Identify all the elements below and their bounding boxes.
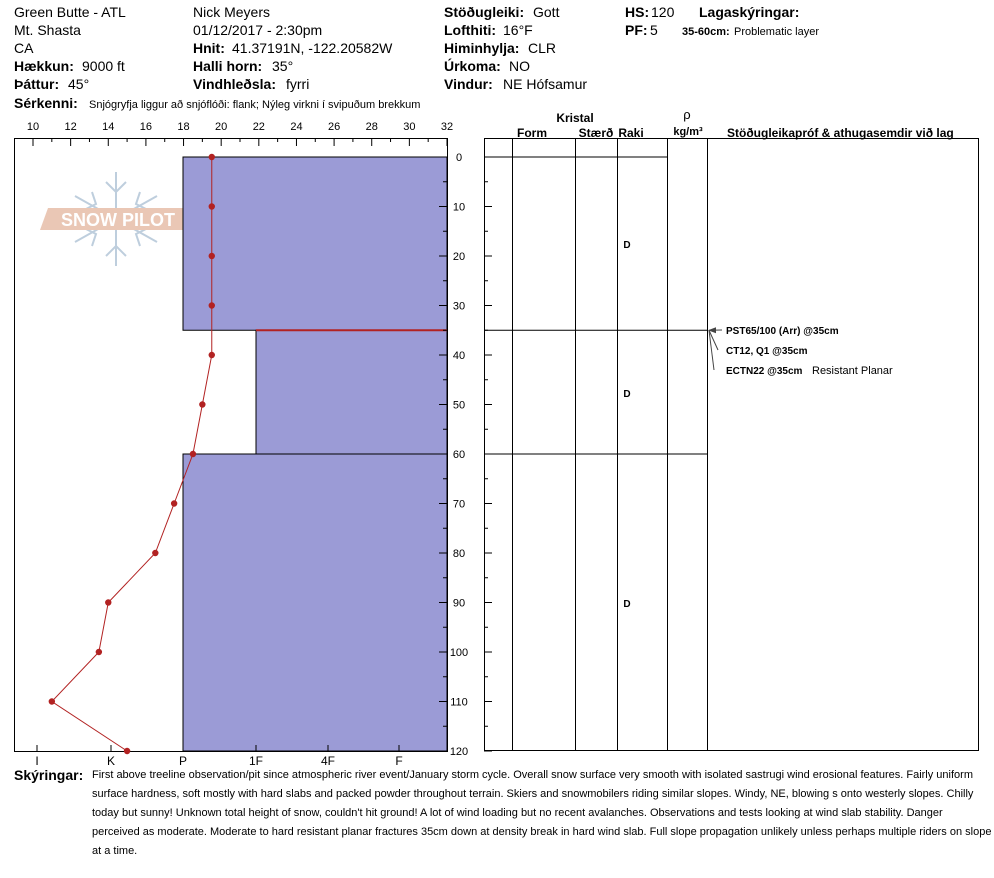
size-header: Stærð bbox=[578, 126, 614, 140]
temperature-point bbox=[124, 748, 130, 754]
precip-value: NO bbox=[509, 58, 530, 74]
depth-tick-label: 100 bbox=[449, 647, 469, 659]
wind-loading-label: Vindhleðsla: bbox=[193, 76, 276, 92]
elevation-label: Hækkun: bbox=[14, 58, 74, 74]
layer-moisture: D bbox=[623, 599, 631, 610]
features-label: Sérkenni: bbox=[14, 95, 78, 111]
temp-tick-label: 10 bbox=[26, 121, 40, 133]
temp-tick-label: 30 bbox=[403, 121, 416, 133]
temperature-point bbox=[152, 550, 158, 556]
logo-text: SNOW PILOT bbox=[61, 210, 175, 230]
temperature-point bbox=[105, 599, 111, 605]
depth-tick-label: 40 bbox=[452, 350, 466, 362]
features-value: Snjógryfja liggur að snjóflóði: flank; Nýleg virkni í svipuðum brekkum bbox=[89, 99, 421, 111]
pf-value: 5 bbox=[650, 22, 658, 38]
temperature-point bbox=[209, 203, 215, 209]
layer-note-range: 35-60cm: bbox=[682, 26, 730, 38]
coords-label: Hnit: bbox=[193, 40, 225, 56]
datetime: 01/12/2017 - 2:30pm bbox=[193, 22, 323, 38]
temp-tick-label: 20 bbox=[215, 121, 228, 133]
hardness-layer-2 bbox=[183, 454, 447, 751]
wind-loading-value: fyrri bbox=[286, 76, 310, 92]
layer-moisture: D bbox=[623, 389, 631, 400]
depth-tick-label: 60 bbox=[452, 449, 466, 461]
test-result: CT12, Q1 @35cm bbox=[726, 346, 808, 357]
temperature-point bbox=[96, 649, 102, 655]
stability-value: Gott bbox=[533, 4, 560, 20]
hardness-tick-label: I bbox=[35, 754, 39, 768]
layer-note-text: Problematic layer bbox=[734, 26, 819, 38]
aspect-value: 45° bbox=[68, 76, 90, 92]
temp-tick-label: 28 bbox=[365, 121, 378, 133]
temperature-point bbox=[209, 352, 215, 358]
form-header: Form bbox=[517, 126, 547, 140]
hs-value: 120 bbox=[651, 4, 675, 20]
comments-label: Skýringar: bbox=[14, 767, 84, 783]
hardness-layer-0 bbox=[183, 157, 447, 330]
depth-tick-label: 30 bbox=[452, 300, 466, 313]
depth-tick-label: 10 bbox=[452, 201, 466, 214]
range: Mt. Shasta bbox=[14, 22, 81, 38]
temp-tick-label: 26 bbox=[327, 121, 341, 133]
sky-label: Himinhylja: bbox=[444, 40, 520, 56]
stability-label: Stöðugleiki: bbox=[444, 4, 525, 20]
layer-moisture: D bbox=[623, 240, 631, 251]
hardness-tick-label: P bbox=[178, 754, 188, 768]
temp-tick-label: 22 bbox=[252, 121, 265, 133]
temp-tick-label: 16 bbox=[139, 121, 153, 133]
hardness-tick-label: K bbox=[106, 754, 116, 768]
hardness-layer-1 bbox=[256, 330, 447, 454]
pf-label: PF: bbox=[625, 22, 648, 38]
density-unit-header: kg/m³ bbox=[673, 126, 703, 138]
comments-text: First above treeline observation/pit since atmospheric river event/January storm cycle. Overall snow surface very smooth with isolated sastrugi wind erosional features. Fairly uniform surface hardness, soft mostly with hard slabs and packed powder throughout terrain. Skiers and snowmobilers riding similar slopes. Windy, NE, blowing s onto westerly slopes. Chilly today but sunny! Unknown total height of snow, couldn't hit ground! A lot of wind loading but no recent avalanches. Observations and tests looking at wind slab stability. Danger perceived as moderate. Moderate to hard resistant planar fractures 35cm down at density break in hard wind slab. Full slope propagation unlikely unless perhaps multiple riders on slope at a time. bbox=[92, 769, 992, 857]
moisture-header: Raki bbox=[618, 126, 644, 140]
temperature-point bbox=[190, 451, 196, 457]
layer-table bbox=[485, 138, 979, 751]
temp-tick-label: 14 bbox=[102, 121, 115, 133]
depth-tick-label: 50 bbox=[452, 399, 466, 412]
temp-tick-label: 12 bbox=[64, 121, 77, 133]
temp-tick-label: 32 bbox=[440, 121, 454, 133]
temperature-point bbox=[49, 698, 55, 704]
temperature-point bbox=[209, 302, 215, 308]
aspect-label: Þáttur: bbox=[14, 76, 60, 92]
test-result: PST65/100 (Arr) @35cm bbox=[726, 326, 839, 337]
depth-tick-label: 110 bbox=[450, 696, 468, 709]
test-note: Resistant Planar bbox=[812, 365, 893, 377]
depth-tick-label: 20 bbox=[452, 251, 466, 263]
slope-value: 35° bbox=[272, 58, 294, 74]
rho-header: ρ bbox=[683, 107, 691, 122]
temp-tick-label: 24 bbox=[290, 121, 303, 133]
temperature-point bbox=[199, 401, 205, 407]
observer: Nick Meyers bbox=[193, 4, 271, 20]
hardness-tick-label: F bbox=[395, 754, 403, 768]
depth-tick-label: 70 bbox=[452, 498, 466, 511]
elevation-value: 9000 ft bbox=[82, 58, 125, 74]
layer-notes-label: Lagaskýringar: bbox=[699, 4, 800, 20]
precip-label: Úrkoma: bbox=[444, 58, 501, 74]
hs-label: HS: bbox=[625, 4, 650, 20]
test-result: ECTN22 @35cm bbox=[726, 366, 803, 377]
wind-label: Vindur: bbox=[444, 76, 493, 92]
wind-value: NE Hófsamur bbox=[503, 76, 588, 92]
air-temp-label: Lofthiti: bbox=[444, 22, 497, 38]
slope-label: Halli horn: bbox=[193, 58, 263, 74]
tests-header: Stöðugleikapróf & athugasemdir við lag bbox=[727, 126, 954, 140]
temperature-point bbox=[171, 500, 177, 506]
depth-tick-label: 90 bbox=[452, 597, 466, 610]
coords-value: 41.37191N, -122.20582W bbox=[232, 40, 393, 56]
depth-tick-label: 0 bbox=[455, 152, 463, 164]
temperature-point bbox=[209, 154, 215, 160]
state: CA bbox=[14, 40, 34, 56]
location: Green Butte - ATL bbox=[14, 4, 126, 20]
crystal-header: Kristal bbox=[556, 111, 594, 125]
sky-value: CLR bbox=[528, 40, 557, 56]
depth-tick-label: 80 bbox=[452, 548, 466, 560]
air-temp-value: 16°F bbox=[503, 22, 533, 38]
table-frame bbox=[485, 139, 979, 751]
depth-tick-label: 120 bbox=[449, 746, 469, 758]
temperature-point bbox=[209, 253, 215, 259]
temp-tick-label: 18 bbox=[177, 121, 190, 133]
hardness-tick-label: 1F bbox=[248, 754, 264, 768]
hardness-tick-label: 4F bbox=[320, 754, 336, 768]
snowpilot-logo bbox=[40, 172, 196, 266]
